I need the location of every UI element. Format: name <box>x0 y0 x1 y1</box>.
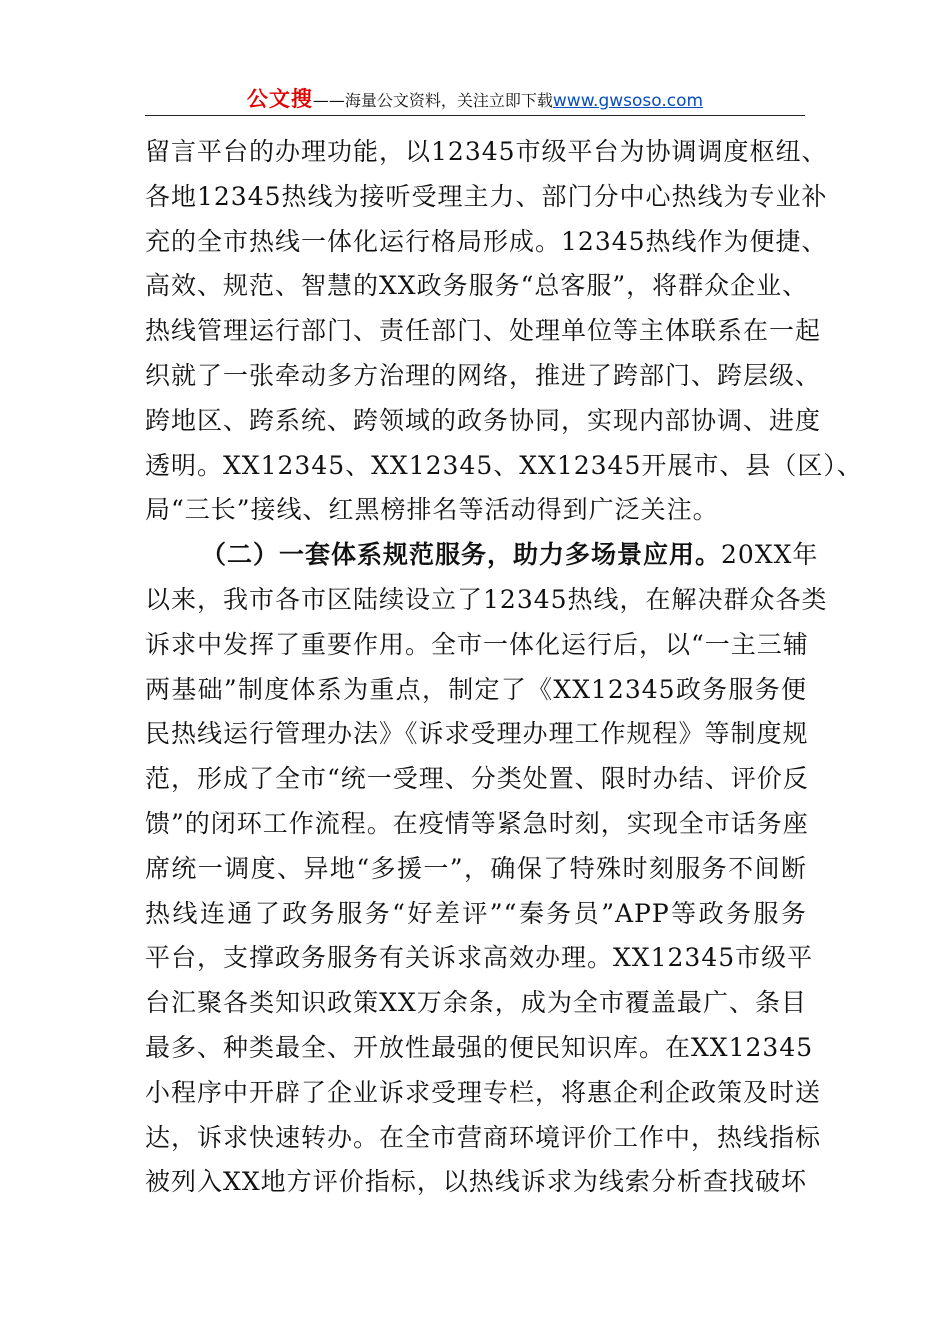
section-heading-line <box>145 533 819 578</box>
text-line: 以来，我市各市区陆续设立了12345热线，在解决群众各类 <box>145 584 828 614</box>
site-link[interactable]: www.gwsoso.com <box>552 91 704 111</box>
header-tagline: ——海量公文资料，关注立即下载 <box>312 91 553 110</box>
text-run: 20XX年 <box>721 540 819 570</box>
text-line: 平台，支撑政务服务有关诉求高效办理。XX12345市级平 <box>145 943 814 973</box>
text-line: 达，诉求快速转办。在全市营商环境评价工作中，热线指标 <box>145 1122 822 1152</box>
text-line: 馈”的闭环工作流程。在疫情等紧急时刻，实现全市话务座 <box>145 808 809 838</box>
text-line: 两基础”制度体系为重点，制定了《XX12345政务服务便 <box>145 674 807 704</box>
section-heading: （二）一套体系规范服务，助力多场景应用。 <box>201 540 722 570</box>
text-line: 各地12345热线为接听受理主力、部门分中心热线为专业补 <box>145 181 828 211</box>
text-line: 透明。XX12345、XX12345、XX12345开展市、县（区）、 <box>145 450 863 480</box>
text-line: 诉求中发挥了重要作用。全市一体化运行后，以“一主三辅 <box>145 629 809 659</box>
brand-logo: 公文搜 <box>246 87 313 111</box>
text-line: 席统一调度、异地“多援一”，确保了特殊时刻服务不间断 <box>145 853 807 883</box>
text-line: 热线连通了政务服务“好差评”“秦务员”APP等政务服务 <box>145 898 807 928</box>
text-line: 热线管理运行部门、责任部门、处理单位等主体联系在一起 <box>145 316 822 346</box>
text-line: 织就了一张牵动多方治理的网络，推进了跨部门、跨层级、 <box>145 360 822 390</box>
text-line: 范，形成了全市“统一受理、分类处置、限时办结、评价反 <box>145 764 809 794</box>
site-header <box>145 84 805 114</box>
text-line: 小程序中开辟了企业诉求受理专栏，将惠企利企政策及时送 <box>145 1077 822 1107</box>
text-line: 民热线运行管理办法》《诉求受理办理工作规程》等制度规 <box>145 719 809 749</box>
text-line: 高效、规范、智慧的XX政务服务“总客服”，将群众企业、 <box>145 271 809 301</box>
text-line: 跨地区、跨系统、跨领域的政务协同，实现内部协调、进度 <box>145 405 822 435</box>
text-line: 台汇聚各类知识政策XX万余条，成为全市覆盖最广、条目 <box>145 988 807 1018</box>
text-line: 最多、种类最全、开放性最强的便民知识库。在XX12345 <box>145 1032 814 1062</box>
document-body <box>145 130 863 1205</box>
text-line: 充的全市热线一体化运行格局形成。12345热线作为便捷、 <box>145 226 828 256</box>
text-line: 留言平台的办理功能，以12345市级平台为协调调度枢纽、 <box>145 137 828 166</box>
text-line: 被列入XX地方评价指标，以热线诉求为线索分析查找破坏 <box>145 1167 807 1197</box>
header-divider <box>145 115 805 116</box>
text-line: 局“三长”接线、红黑榜排名等活动得到广泛关注。 <box>145 495 719 525</box>
